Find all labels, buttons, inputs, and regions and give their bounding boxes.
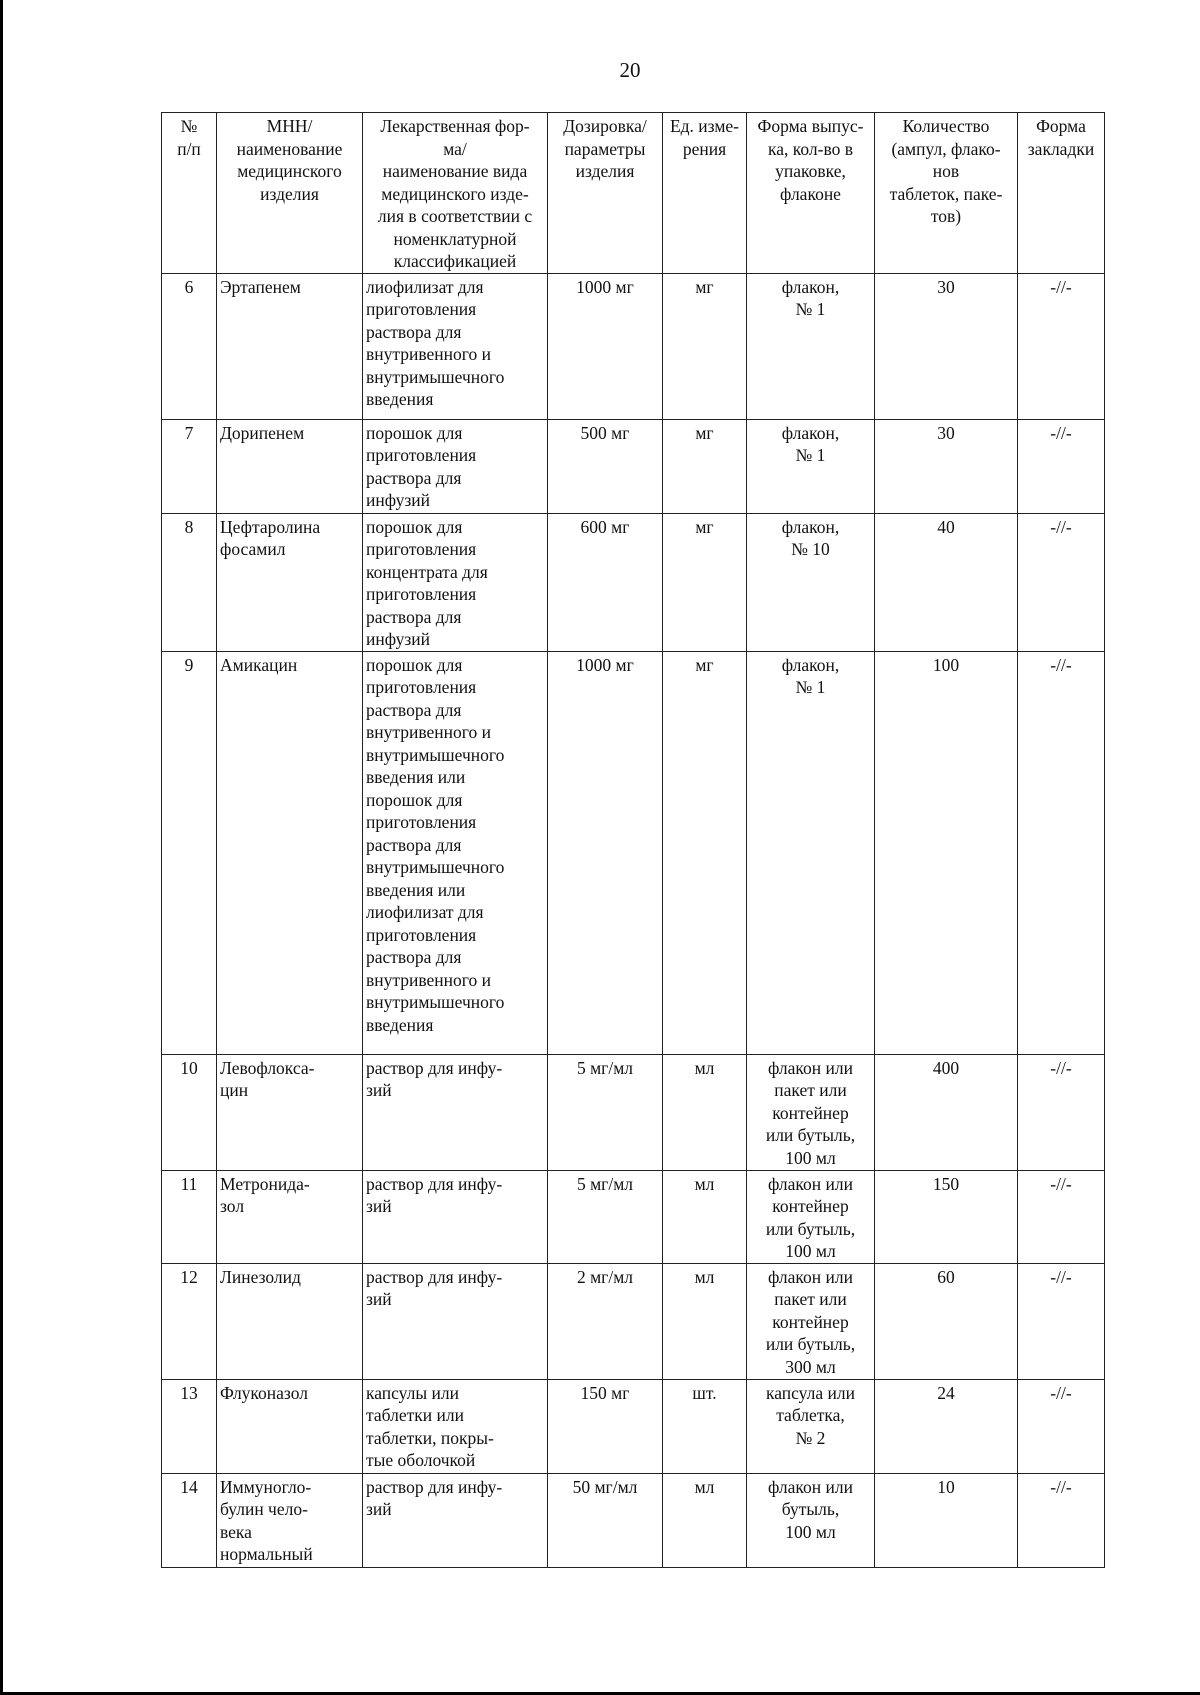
row-dosage: 500 мг xyxy=(548,419,663,513)
row-number: 14 xyxy=(162,1473,217,1567)
row-number: 10 xyxy=(162,1054,217,1170)
table-row xyxy=(162,1379,1105,1473)
row-form: порошок для приготовления раствора для инфузий xyxy=(363,419,548,513)
row-form: раствор для инфу- зий xyxy=(363,1473,548,1567)
header-number: № п/п xyxy=(162,113,217,274)
row-dosage: 5 мг/мл xyxy=(548,1170,663,1263)
row-dosage: 1000 мг xyxy=(548,651,663,1054)
row-dosage: 5 мг/мл xyxy=(548,1054,663,1170)
row-unit: мг xyxy=(663,651,747,1054)
row-name: Дорипенем xyxy=(217,419,363,513)
row-unit: мг xyxy=(663,419,747,513)
row-release-form: флакон или бутыль, 100 мл xyxy=(747,1473,875,1567)
row-number: 9 xyxy=(162,651,217,1054)
row-release-form: флакон или контейнер или бутыль, 100 мл xyxy=(747,1170,875,1263)
row-form: порошок для приготовления концентрата для приготовления раствора для инфузий xyxy=(363,513,548,651)
row-release-form: флакон или пакет или контейнер или бутыль, 100 мл xyxy=(747,1054,875,1170)
row-release-form: флакон или пакет или контейнер или бутыль, 300 мл xyxy=(747,1263,875,1379)
row-name: Линезолид xyxy=(217,1263,363,1379)
row-quantity: 30 xyxy=(875,419,1018,513)
row-release-form: капсула или таблетка, № 2 xyxy=(747,1379,875,1473)
row-bookmark-form: -//- xyxy=(1018,419,1105,513)
row-quantity: 100 xyxy=(875,651,1018,1054)
table-row xyxy=(162,1263,1105,1379)
row-quantity: 24 xyxy=(875,1379,1018,1473)
row-form: раствор для инфу- зий xyxy=(363,1170,548,1263)
row-bookmark-form: -//- xyxy=(1018,1170,1105,1263)
row-number: 8 xyxy=(162,513,217,651)
row-unit: мл xyxy=(663,1170,747,1263)
row-form: капсулы или таблетки или таблетки, покры- тые оболочкой xyxy=(363,1379,548,1473)
row-form: раствор для инфу- зий xyxy=(363,1054,548,1170)
row-name: Левофлокса- цин xyxy=(217,1054,363,1170)
row-quantity: 40 xyxy=(875,513,1018,651)
row-bookmark-form: -//- xyxy=(1018,1473,1105,1567)
row-number: 6 xyxy=(162,273,217,419)
header-quantity: Количество (ампул, флако- нов таблеток, паке- тов) xyxy=(875,113,1018,274)
table-row xyxy=(162,1054,1105,1170)
row-name: Амикацин xyxy=(217,651,363,1054)
row-release-form: флакон, № 1 xyxy=(747,273,875,419)
header-unit: Ед. изме- рения xyxy=(663,113,747,274)
medication-table xyxy=(161,112,1105,1568)
row-dosage: 1000 мг xyxy=(548,273,663,419)
row-unit: мл xyxy=(663,1263,747,1379)
row-name: Иммуногло- булин чело- века нормальный xyxy=(217,1473,363,1567)
row-name: Флуконазол xyxy=(217,1379,363,1473)
row-quantity: 30 xyxy=(875,273,1018,419)
row-bookmark-form: -//- xyxy=(1018,651,1105,1054)
header-release-form: Форма выпус- ка, кол-во в упаковке, флаконе xyxy=(747,113,875,274)
row-name: Метронида- зол xyxy=(217,1170,363,1263)
row-dosage: 600 мг xyxy=(548,513,663,651)
table-header-row xyxy=(162,113,1105,274)
row-release-form: флакон, № 1 xyxy=(747,651,875,1054)
row-quantity: 60 xyxy=(875,1263,1018,1379)
row-name: Цефтаролина фосамил xyxy=(217,513,363,651)
row-unit: мг xyxy=(663,273,747,419)
table-row xyxy=(162,651,1105,1054)
row-unit: мл xyxy=(663,1473,747,1567)
row-bookmark-form: -//- xyxy=(1018,1263,1105,1379)
row-bookmark-form: -//- xyxy=(1018,1054,1105,1170)
scan-edge-left xyxy=(0,0,3,1695)
header-name: МНН/ наименование медицинского изделия xyxy=(217,113,363,274)
table-row xyxy=(162,419,1105,513)
row-unit: шт. xyxy=(663,1379,747,1473)
row-dosage: 50 мг/мл xyxy=(548,1473,663,1567)
row-unit: мг xyxy=(663,513,747,651)
row-quantity: 150 xyxy=(875,1170,1018,1263)
row-form: порошок для приготовления раствора для внутривенного и внутримышечного введения или порошок для приготовления раствора для внутримышечного введения или лиофилизат для приготовления раствора для внутривенного и внутримышечного введения xyxy=(363,651,548,1054)
row-number: 11 xyxy=(162,1170,217,1263)
row-quantity: 400 xyxy=(875,1054,1018,1170)
table-row xyxy=(162,273,1105,419)
row-bookmark-form: -//- xyxy=(1018,1379,1105,1473)
row-number: 12 xyxy=(162,1263,217,1379)
row-quantity: 10 xyxy=(875,1473,1018,1567)
table-row xyxy=(162,1473,1105,1567)
row-unit: мл xyxy=(663,1054,747,1170)
header-bookmark-form: Форма закладки xyxy=(1018,113,1105,274)
row-number: 7 xyxy=(162,419,217,513)
page-number: 20 xyxy=(619,58,641,82)
row-dosage: 2 мг/мл xyxy=(548,1263,663,1379)
row-dosage: 150 мг xyxy=(548,1379,663,1473)
header-dosage: Дозировка/ параметры изделия xyxy=(548,113,663,274)
row-form: лиофилизат для приготовления раствора для внутривенного и внутримышечного введения xyxy=(363,273,548,419)
row-release-form: флакон, № 1 xyxy=(747,419,875,513)
row-bookmark-form: -//- xyxy=(1018,273,1105,419)
table-row xyxy=(162,1170,1105,1263)
row-number: 13 xyxy=(162,1379,217,1473)
table-row xyxy=(162,513,1105,651)
row-bookmark-form: -//- xyxy=(1018,513,1105,651)
row-name: Эртапенем xyxy=(217,273,363,419)
header-form: Лекарственная фор- ма/ наименование вида медицинского изде- лия в соответствии с номенклатурной классификацией xyxy=(363,113,548,274)
row-form: раствор для инфу- зий xyxy=(363,1263,548,1379)
row-release-form: флакон, № 10 xyxy=(747,513,875,651)
